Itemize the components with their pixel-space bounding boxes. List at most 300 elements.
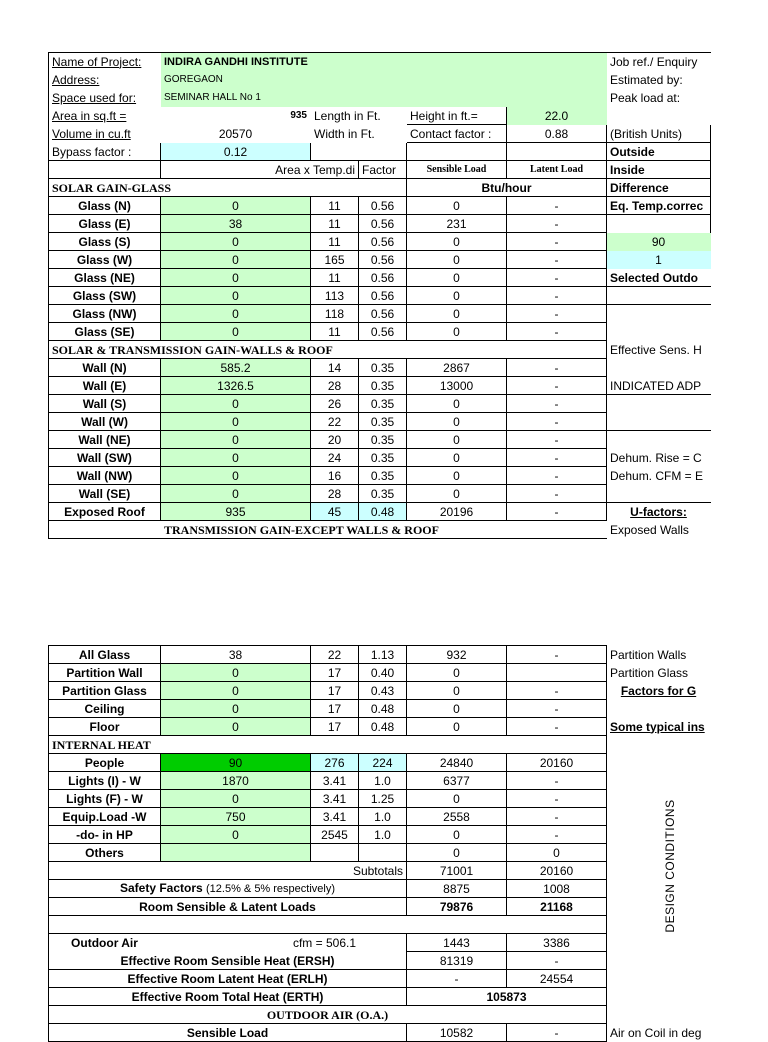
section-row bbox=[49, 736, 711, 754]
u-factors-label: U-factors: bbox=[607, 503, 711, 521]
dehum-cfm-label: Dehum. CFM = E bbox=[607, 467, 711, 485]
temp-diff-cell bbox=[311, 844, 359, 862]
table-row bbox=[49, 880, 711, 898]
sensible-load-cell: 0 bbox=[407, 431, 507, 449]
row-label: Wall (NE) bbox=[49, 431, 161, 449]
outdoor-sensible: 1443 bbox=[407, 934, 507, 952]
sensible-load-cell: 0 bbox=[407, 323, 507, 341]
factor-cell: 1.0 bbox=[359, 808, 407, 826]
right-blank bbox=[607, 359, 711, 377]
room-latent: 21168 bbox=[507, 898, 607, 916]
right-blank bbox=[607, 790, 711, 808]
estimated-by-label: Estimated by: bbox=[607, 71, 711, 89]
temp-diff-cell: 17 bbox=[311, 664, 359, 682]
temp-diff-cell: 28 bbox=[311, 377, 359, 395]
area-input[interactable]: 0 bbox=[161, 718, 311, 736]
sensible-load-cell: 24840 bbox=[407, 754, 507, 772]
temp-diff-cell: 17 bbox=[311, 682, 359, 700]
row-label: -do- in HP bbox=[49, 826, 161, 844]
sensible-load-cell: 0 bbox=[407, 305, 507, 323]
temp-diff-cell: 118 bbox=[311, 305, 359, 323]
subtotals-label-cell: Subtotals bbox=[49, 862, 407, 880]
temp-diff-cell: 165 bbox=[311, 251, 359, 269]
sensible-load-cell: 231 bbox=[407, 215, 507, 233]
right-blank bbox=[607, 736, 711, 754]
area-input[interactable]: 0 bbox=[161, 287, 311, 305]
sensible-load-cell: 0 bbox=[407, 700, 507, 718]
temp-diff-cell: 17 bbox=[311, 718, 359, 736]
sensible-load-cell: 0 bbox=[407, 485, 507, 503]
table-row bbox=[49, 215, 711, 233]
latent-load-cell: - bbox=[507, 197, 607, 215]
safety-sensible: 8875 bbox=[407, 880, 507, 898]
row-label: Glass (W) bbox=[49, 251, 161, 269]
space-field[interactable]: SEMINAR HALL No 1 bbox=[161, 89, 607, 107]
table-row bbox=[49, 1024, 711, 1042]
job-ref-label: Job ref./ Enquiry bbox=[607, 53, 711, 71]
volume-value: 20570 bbox=[161, 125, 311, 143]
some-typical-label: Some typical ins bbox=[607, 718, 711, 736]
british-units-label: (British Units) bbox=[607, 125, 711, 143]
erth-value: 105873 bbox=[407, 988, 607, 1006]
volume-label: Volume in cu.ft bbox=[49, 125, 161, 143]
eq-temp-1: 1 bbox=[607, 251, 711, 269]
ersh-value: 81319 bbox=[407, 952, 507, 970]
latent-load-cell bbox=[507, 664, 607, 682]
temp-diff-cell: 11 bbox=[311, 269, 359, 287]
section-spacer bbox=[49, 521, 161, 539]
table-row bbox=[49, 718, 711, 736]
row-label: Wall (SW) bbox=[49, 449, 161, 467]
length-label: Length in Ft. bbox=[311, 107, 407, 125]
section-row bbox=[49, 341, 711, 359]
factor-cell: 0.48 bbox=[359, 503, 407, 521]
upper-table bbox=[48, 52, 711, 539]
right-blank bbox=[607, 862, 711, 880]
temp-diff-cell: 45 bbox=[311, 503, 359, 521]
table-row bbox=[49, 772, 711, 790]
latent-load-cell: - bbox=[507, 790, 607, 808]
table-row bbox=[49, 898, 711, 916]
section-row bbox=[49, 521, 711, 539]
area-label: Area in sq.ft = bbox=[49, 107, 161, 125]
sensible-load-cell: 2867 bbox=[407, 359, 507, 377]
cfm-cell bbox=[161, 934, 407, 952]
latent-load-cell: - bbox=[507, 772, 607, 790]
area-input[interactable]: 0 bbox=[161, 682, 311, 700]
table-row bbox=[49, 287, 711, 305]
latent-load-cell: - bbox=[507, 413, 607, 431]
outdoor-air-label: Outdoor Air bbox=[49, 934, 161, 952]
area-input[interactable]: 585.2 bbox=[161, 359, 311, 377]
factor-cell: 0.56 bbox=[359, 323, 407, 341]
area-input[interactable]: 935 bbox=[161, 503, 311, 521]
sensible-load-cell: 0 bbox=[407, 826, 507, 844]
temp-diff-cell: 2545 bbox=[311, 826, 359, 844]
factor-cell: 0.48 bbox=[359, 700, 407, 718]
right-blank bbox=[607, 952, 711, 970]
selected-outdoor-label: Selected Outdo bbox=[607, 269, 711, 287]
area-input[interactable]: 0 bbox=[161, 323, 311, 341]
right-blank bbox=[607, 916, 711, 934]
factor-cell: 1.13 bbox=[359, 646, 407, 664]
temp-diff-cell: 22 bbox=[311, 646, 359, 664]
latent-load-cell: - bbox=[507, 431, 607, 449]
sensible-load-cell: 0 bbox=[407, 269, 507, 287]
table-row bbox=[49, 413, 711, 431]
room-loads-label: Room Sensible & Latent Loads bbox=[49, 898, 407, 916]
ersh-latent: - bbox=[507, 952, 607, 970]
area-input[interactable]: 0 bbox=[161, 413, 311, 431]
sensible-load-cell: 0 bbox=[407, 233, 507, 251]
latent-load-cell: - bbox=[507, 269, 607, 287]
safety-factors-cell bbox=[49, 880, 407, 898]
ersh-label: Effective Room Sensible Heat (ERSH) bbox=[49, 952, 407, 970]
row-label: Glass (SE) bbox=[49, 323, 161, 341]
latent-load-cell: - bbox=[507, 826, 607, 844]
right-blank bbox=[607, 808, 711, 826]
temp-diff-cell: 17 bbox=[311, 700, 359, 718]
exposed-walls-label: Exposed Walls bbox=[607, 521, 711, 539]
safety-latent: 1008 bbox=[507, 880, 607, 898]
factor-cell: 0.35 bbox=[359, 359, 407, 377]
right-blank bbox=[607, 988, 711, 1006]
erth-label: Effective Room Total Heat (ERTH) bbox=[49, 988, 407, 1006]
design-conditions-label: DESIGN CONDITIONS bbox=[663, 799, 677, 933]
factor-cell: 0.35 bbox=[359, 413, 407, 431]
area-input[interactable]: 0 bbox=[161, 197, 311, 215]
row-label: Partition Wall bbox=[49, 664, 161, 682]
contact-value: 0.88 bbox=[507, 125, 607, 143]
table-row bbox=[49, 844, 711, 862]
inside-label: Inside bbox=[607, 161, 711, 179]
temp-diff-cell: 113 bbox=[311, 287, 359, 305]
factor-cell: 0.35 bbox=[359, 377, 407, 395]
table-row bbox=[49, 449, 711, 467]
area-input[interactable]: 0 bbox=[161, 790, 311, 808]
area-input[interactable]: 1870 bbox=[161, 772, 311, 790]
latent-load-cell: - bbox=[507, 305, 607, 323]
latent-load-cell: - bbox=[507, 449, 607, 467]
table-row bbox=[49, 808, 711, 826]
row-label: Lights (I) - W bbox=[49, 772, 161, 790]
factor-cell: 0.56 bbox=[359, 269, 407, 287]
temp-diff-cell: 11 bbox=[311, 197, 359, 215]
right-blank bbox=[607, 970, 711, 988]
section-transmission-except: TRANSMISSION GAIN-EXCEPT WALLS & ROOF bbox=[161, 521, 607, 539]
table-row bbox=[49, 431, 711, 449]
sensible-load-cell: 20196 bbox=[407, 503, 507, 521]
project-name-field[interactable]: INDIRA GANDHI INSTITUTE bbox=[161, 53, 607, 71]
sensible-load-cell: 0 bbox=[407, 287, 507, 305]
address-field[interactable]: GOREGAON bbox=[161, 71, 607, 89]
latent-load-cell: - bbox=[507, 323, 607, 341]
factors-for-label: Factors for G bbox=[607, 682, 711, 700]
blank-right bbox=[607, 107, 711, 125]
row-label: All Glass bbox=[49, 646, 161, 664]
factor-cell: 1.0 bbox=[359, 826, 407, 844]
sensible-load-cell: 0 bbox=[407, 844, 507, 862]
factor-cell: 0.56 bbox=[359, 215, 407, 233]
right-blank bbox=[607, 395, 711, 413]
row-label: Wall (S) bbox=[49, 395, 161, 413]
row-label: Glass (E) bbox=[49, 215, 161, 233]
right-blank bbox=[607, 754, 711, 772]
table-row bbox=[49, 790, 711, 808]
table-row bbox=[49, 682, 711, 700]
area-value[interactable]: 935 bbox=[161, 107, 311, 125]
factor-cell: 0.56 bbox=[359, 197, 407, 215]
difference-label: Difference bbox=[607, 179, 711, 197]
sensible-load-cell: 2558 bbox=[407, 808, 507, 826]
right-blank bbox=[607, 413, 711, 431]
outdoor-latent: 3386 bbox=[507, 934, 607, 952]
latent-load-cell: - bbox=[507, 646, 607, 664]
row-label: Glass (NE) bbox=[49, 269, 161, 287]
factor-cell bbox=[359, 844, 407, 862]
latent-load-cell: - bbox=[507, 718, 607, 736]
sensible-header: Sensible Load bbox=[407, 161, 507, 179]
subtotal-sensible: 71001 bbox=[407, 862, 507, 880]
table-row bbox=[49, 467, 711, 485]
row-label: Glass (SW) bbox=[49, 287, 161, 305]
oa-sensible-value: 10582 bbox=[407, 1024, 507, 1042]
right-blank bbox=[607, 431, 711, 449]
erlh-sensible: - bbox=[407, 970, 507, 988]
erlh-value: 24554 bbox=[507, 970, 607, 988]
area-input[interactable]: 0 bbox=[161, 269, 311, 287]
cfm-label: cfm = bbox=[292, 935, 323, 950]
latent-load-cell: - bbox=[507, 700, 607, 718]
latent-load-cell: 0 bbox=[507, 844, 607, 862]
factor-header: Factor bbox=[359, 161, 407, 179]
btu-hour-header: Btu/hour bbox=[407, 179, 607, 197]
latent-load-cell: - bbox=[507, 251, 607, 269]
table-row bbox=[49, 952, 711, 970]
factor-cell: 0.35 bbox=[359, 449, 407, 467]
row-label: Glass (N) bbox=[49, 197, 161, 215]
table-row bbox=[49, 323, 711, 341]
table-row bbox=[49, 988, 711, 1006]
outside-label: Outside bbox=[607, 143, 711, 161]
table-row bbox=[49, 485, 711, 503]
area-input[interactable]: 38 bbox=[161, 215, 311, 233]
row-label: Glass (NW) bbox=[49, 305, 161, 323]
erlh-label: Effective Room Latent Heat (ERLH) bbox=[49, 970, 407, 988]
factor-cell: 0.56 bbox=[359, 251, 407, 269]
partition-walls-label: Partition Walls bbox=[607, 646, 711, 664]
factor-cell: 0.35 bbox=[359, 431, 407, 449]
table-row bbox=[49, 700, 711, 718]
area-input[interactable] bbox=[161, 844, 311, 862]
temp-diff-cell: 16 bbox=[311, 467, 359, 485]
oa-sensible-label: Sensible Load bbox=[49, 1024, 407, 1042]
sensible-load-cell: 0 bbox=[407, 413, 507, 431]
area-temp-header: Area x Temp.di bbox=[161, 161, 359, 179]
project-label: Name of Project: bbox=[49, 53, 161, 71]
sensible-load-cell: 0 bbox=[407, 197, 507, 215]
right-blank bbox=[607, 1006, 711, 1024]
lower-table bbox=[48, 645, 711, 1042]
table-row bbox=[49, 862, 711, 880]
table-row bbox=[49, 916, 711, 934]
factor-cell: 0.56 bbox=[359, 287, 407, 305]
table-row bbox=[49, 233, 711, 251]
eq-temp-90: 90 bbox=[607, 233, 711, 251]
row-label: Wall (SE) bbox=[49, 485, 161, 503]
area-input[interactable]: 0 bbox=[161, 467, 311, 485]
sensible-load-cell: 0 bbox=[407, 467, 507, 485]
section-outdoor-air: OUTDOOR AIR (O.A.) bbox=[49, 1006, 607, 1024]
latent-load-cell: - bbox=[507, 395, 607, 413]
right-blank bbox=[607, 215, 711, 233]
sensible-load-cell: 0 bbox=[407, 718, 507, 736]
height-field[interactable]: 22.0 bbox=[507, 107, 607, 125]
factor-cell: 1.25 bbox=[359, 790, 407, 808]
right-blank bbox=[607, 844, 711, 862]
factor-cell: 0.43 bbox=[359, 682, 407, 700]
temp-diff-cell: 22 bbox=[311, 413, 359, 431]
table-row bbox=[49, 970, 711, 988]
height-label: Height in ft.= bbox=[407, 107, 507, 125]
row-label: Wall (NW) bbox=[49, 467, 161, 485]
latent-load-cell: - bbox=[507, 377, 607, 395]
area-input[interactable]: 0 bbox=[161, 251, 311, 269]
area-input[interactable]: 38 bbox=[161, 646, 311, 664]
area-input[interactable]: 0 bbox=[161, 449, 311, 467]
latent-load-cell: - bbox=[507, 682, 607, 700]
latent-load-cell: - bbox=[507, 808, 607, 826]
row-label: Others bbox=[49, 844, 161, 862]
temp-diff-cell: 3.41 bbox=[311, 790, 359, 808]
row-label: Exposed Roof bbox=[49, 503, 161, 521]
row-label: Ceiling bbox=[49, 700, 161, 718]
partition-glass-label: Partition Glass bbox=[607, 664, 711, 682]
temp-diff-cell: 28 bbox=[311, 485, 359, 503]
blank-row bbox=[49, 916, 607, 934]
temp-diff-cell: 26 bbox=[311, 395, 359, 413]
sensible-load-cell: 13000 bbox=[407, 377, 507, 395]
bypass-field[interactable]: 0.12 bbox=[161, 143, 311, 161]
table-row bbox=[49, 305, 711, 323]
right-blank bbox=[607, 700, 711, 718]
space-label: Space used for: bbox=[49, 89, 161, 107]
area-input[interactable]: 1326.5 bbox=[161, 377, 311, 395]
safety-factors-label: Safety Factors bbox=[119, 881, 203, 895]
room-sensible: 79876 bbox=[407, 898, 507, 916]
area-input[interactable]: 0 bbox=[161, 431, 311, 449]
area-input[interactable]: 0 bbox=[161, 395, 311, 413]
right-blank bbox=[607, 934, 711, 952]
area-input[interactable]: 0 bbox=[161, 485, 311, 503]
peak-load-label: Peak load at: bbox=[607, 89, 711, 107]
factor-cell: 1.0 bbox=[359, 772, 407, 790]
row-label: People bbox=[49, 754, 161, 772]
table-row bbox=[49, 934, 711, 952]
bypass-label: Bypass factor : bbox=[49, 143, 161, 161]
row-label: Equip.Load -W bbox=[49, 808, 161, 826]
table-row bbox=[49, 197, 711, 215]
section-solar-walls: SOLAR & TRANSMISSION GAIN-WALLS & ROOF bbox=[49, 341, 607, 359]
section-row bbox=[49, 1006, 711, 1024]
latent-load-cell: - bbox=[507, 233, 607, 251]
right-blank bbox=[607, 898, 711, 916]
factor-cell: 0.35 bbox=[359, 467, 407, 485]
latent-load-cell: - bbox=[507, 359, 607, 377]
area-input[interactable]: 0 bbox=[161, 700, 311, 718]
latent-header: Latent Load bbox=[507, 161, 607, 179]
area-input[interactable]: 750 bbox=[161, 808, 311, 826]
area-input[interactable]: 0 bbox=[161, 664, 311, 682]
table-row bbox=[49, 503, 711, 521]
latent-load-cell: 20160 bbox=[507, 754, 607, 772]
right-blank bbox=[607, 485, 711, 503]
latent-load-cell: - bbox=[507, 215, 607, 233]
temp-diff-cell: 11 bbox=[311, 323, 359, 341]
latent-load-cell: - bbox=[507, 467, 607, 485]
contact-label: Contact factor : bbox=[407, 125, 507, 143]
table-row bbox=[49, 664, 711, 682]
area-input[interactable]: 90 bbox=[161, 754, 311, 772]
sensible-load-cell: 932 bbox=[407, 646, 507, 664]
subtotal-latent: 20160 bbox=[507, 862, 607, 880]
row-label: Partition Glass bbox=[49, 682, 161, 700]
right-blank bbox=[607, 287, 711, 305]
area-input[interactable]: 0 bbox=[161, 305, 311, 323]
sensible-load-cell: 0 bbox=[407, 664, 507, 682]
factor-cell: 0.56 bbox=[359, 305, 407, 323]
air-on-coil-label: Air on Coil in deg bbox=[607, 1024, 711, 1042]
area-input[interactable]: 0 bbox=[161, 826, 311, 844]
factor-cell: 0.56 bbox=[359, 233, 407, 251]
temp-diff-cell: 3.41 bbox=[311, 772, 359, 790]
factor-cell: 0.48 bbox=[359, 718, 407, 736]
table-row bbox=[49, 646, 711, 664]
address-label: Address: bbox=[49, 71, 161, 89]
width-label: Width in Ft. bbox=[311, 125, 407, 143]
temp-diff-cell: 3.41 bbox=[311, 808, 359, 826]
area-input[interactable]: 0 bbox=[161, 233, 311, 251]
table-row bbox=[49, 377, 711, 395]
row-label: Wall (W) bbox=[49, 413, 161, 431]
section-solar-glass: SOLAR GAIN-GLASS bbox=[49, 179, 407, 197]
temp-diff-cell: 11 bbox=[311, 215, 359, 233]
latent-load-cell: - bbox=[507, 485, 607, 503]
row-label: Floor bbox=[49, 718, 161, 736]
row-label: Wall (E) bbox=[49, 377, 161, 395]
row-label: Glass (S) bbox=[49, 233, 161, 251]
temp-diff-cell: 276 bbox=[311, 754, 359, 772]
sensible-load-cell: 0 bbox=[407, 790, 507, 808]
sensible-load-cell: 0 bbox=[407, 682, 507, 700]
temp-diff-cell: 11 bbox=[311, 233, 359, 251]
table-row bbox=[49, 826, 711, 844]
table-row bbox=[49, 359, 711, 377]
factor-cell: 224 bbox=[359, 754, 407, 772]
row-label: Lights (F) - W bbox=[49, 790, 161, 808]
safety-factors-note: (12.5% & 5% respectively) bbox=[206, 883, 336, 895]
table-row bbox=[49, 251, 711, 269]
sensible-load-cell: 6377 bbox=[407, 772, 507, 790]
table-row bbox=[49, 269, 711, 287]
right-blank bbox=[607, 323, 711, 341]
oa-sensible-latent: - bbox=[507, 1024, 607, 1042]
effective-sens-label: Effective Sens. H bbox=[607, 341, 711, 359]
dehum-rise-label: Dehum. Rise = C bbox=[607, 449, 711, 467]
factor-cell: 0.35 bbox=[359, 395, 407, 413]
indicated-adp-label: INDICATED ADP bbox=[607, 377, 711, 395]
sensible-load-cell: 0 bbox=[407, 395, 507, 413]
